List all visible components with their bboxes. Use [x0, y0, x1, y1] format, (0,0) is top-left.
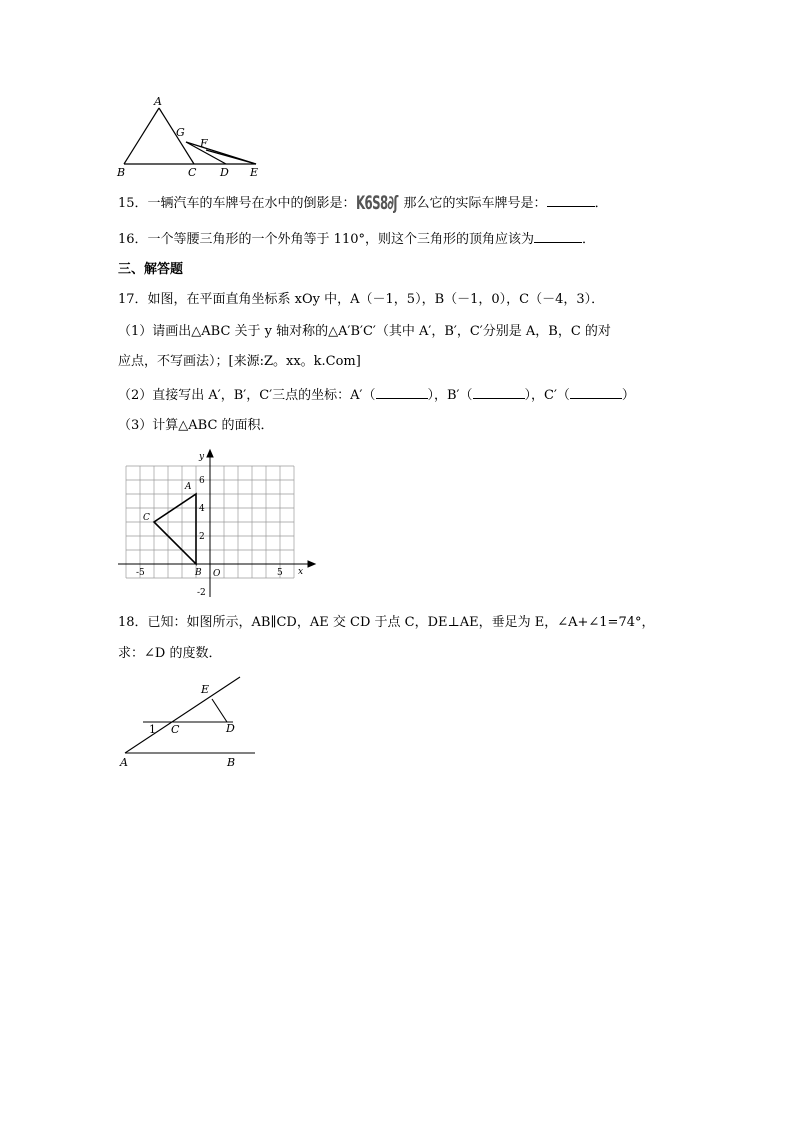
answer-blank-15[interactable] [547, 194, 595, 207]
answer-blank-B-prime[interactable] [473, 386, 525, 399]
triangle-ABC [154, 494, 196, 564]
coordinate-grid-figure [115, 447, 320, 599]
label-D: D [220, 166, 229, 179]
tick-minus-2: -2 [197, 588, 206, 598]
answer-blank-C-prime[interactable] [570, 386, 622, 399]
label-C: C [188, 166, 197, 179]
label-B: B [227, 756, 236, 769]
origin-label: O [213, 569, 221, 579]
q15-text: 15．一辆汽车的车牌号在水中的倒影是： [118, 196, 356, 211]
x-axis-arrow [308, 561, 315, 567]
question-17-part2 [118, 386, 635, 404]
segment-AB [124, 108, 159, 164]
question-16 [118, 230, 595, 248]
question-18-stem: 18．已知：如图所示，AB∥CD，AE 交 CD 于点 C，DE⊥AE，垂足为 E，∠A+∠1=74°， [118, 615, 655, 630]
q16-end: ． [582, 232, 596, 247]
tick-4: 4 [199, 504, 205, 514]
section-heading: 三、解答题 [118, 262, 184, 277]
q17-p2-c: ），C′（ [524, 388, 570, 403]
q15-text-after: 那么它的实际车牌号是： [403, 196, 547, 211]
label-C: C [143, 513, 150, 523]
question-15 [118, 194, 608, 212]
question-17-stem: 17．如图，在平面直角坐标系 xOy 中，A（－1，5），B（－1，0），C（－4，3）． [118, 292, 605, 307]
question-17-part1-line1: （1）请画出△ABC 关于 y 轴对称的△A′B′C′（其中 A′，B′，C′分别是 A，B，C 的对 [118, 324, 611, 339]
question-17-part3: （3）计算△ABC 的面积． [118, 418, 274, 433]
y-axis-arrow [207, 450, 213, 457]
q17-p2-d: ） [621, 388, 635, 403]
q17-p2-b: ），B′（ [427, 388, 473, 403]
label-A: A [154, 95, 162, 108]
label-B: B [195, 568, 202, 578]
label-A: A [120, 756, 128, 769]
answer-blank-A-prime[interactable] [376, 386, 428, 399]
tick-minus-5: -5 [136, 568, 145, 578]
label-E: E [250, 166, 259, 179]
tick-2: 2 [199, 532, 205, 542]
label-C: C [171, 723, 180, 736]
label-angle-1: 1 [149, 723, 156, 736]
answer-blank-16[interactable] [534, 230, 582, 243]
plate-reflection-image: K6S8∂ʃ [355, 192, 398, 214]
tick-6: 6 [199, 476, 205, 486]
q16-text: 16．一个等腰三角形的一个外角等于 110°，则这个三角形的顶角应该为 [118, 232, 534, 247]
segment-DE [212, 699, 227, 722]
label-F: F [200, 137, 208, 150]
q17-p2-a: （2）直接写出 A′，B′，C′三点的坐标：A′（ [118, 388, 376, 403]
triangle-figure [114, 94, 274, 180]
label-E: E [201, 683, 210, 696]
label-A: A [185, 482, 192, 492]
question-17-part1-line2: 应点，不写画法）；[来源:Z。xx。k.Com] [118, 354, 361, 369]
label-D: D [226, 722, 235, 735]
tick-5: 5 [277, 568, 283, 578]
y-axis-label: y [199, 452, 205, 462]
x-axis-label: x [298, 567, 304, 577]
question-18-ask: 求：∠D 的度数． [118, 646, 222, 661]
label-G: G [176, 126, 185, 139]
parallel-lines-figure [115, 673, 260, 770]
label-B: B [117, 166, 126, 179]
q15-end: ． [594, 196, 608, 211]
